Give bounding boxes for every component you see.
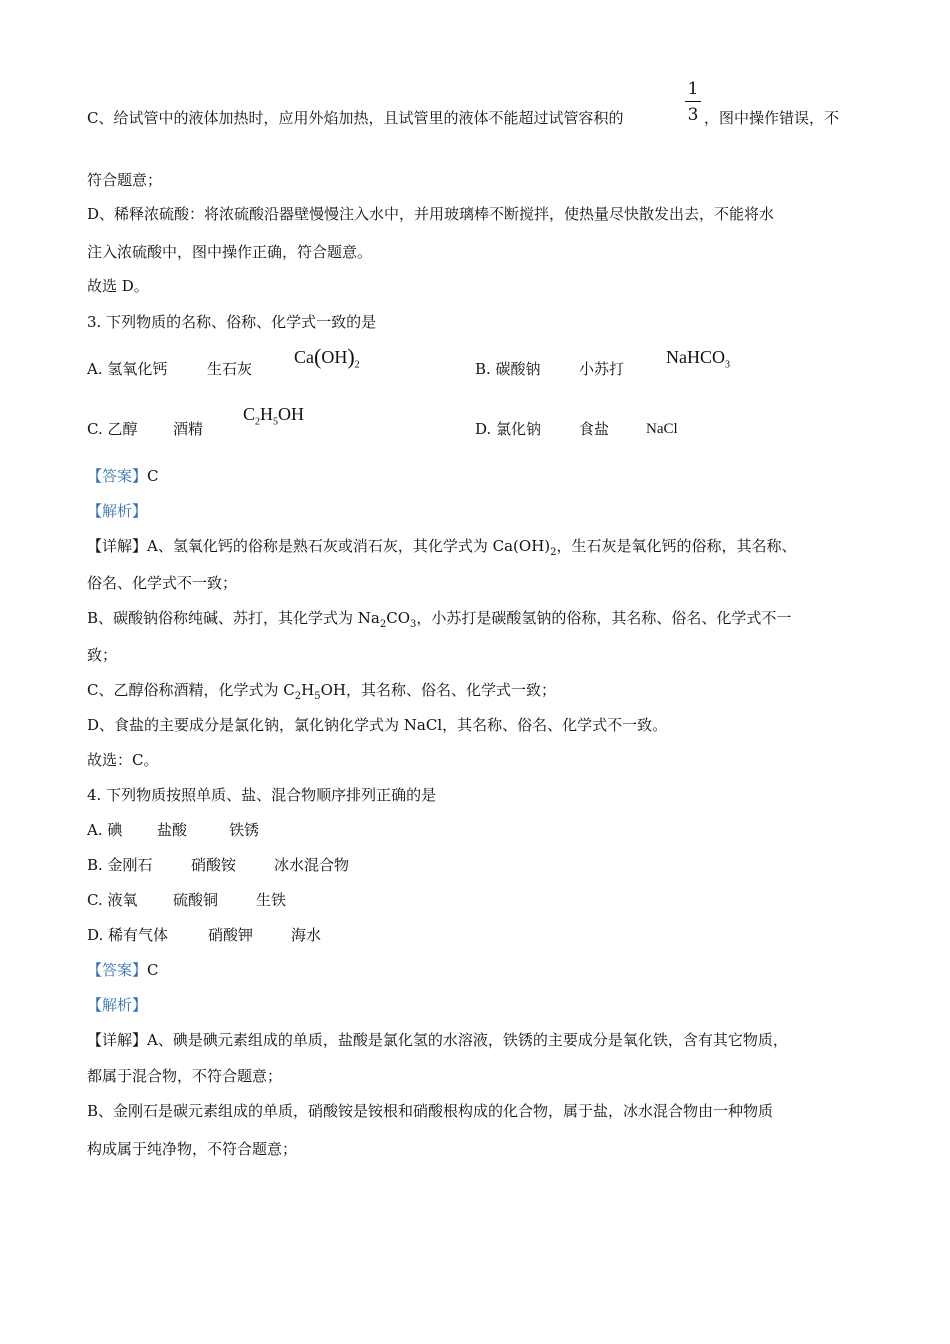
answer-value: C (147, 467, 159, 485)
q4-detail-b-line1: B、金刚石是碳元素组成的单质，硝酸铵是铵根和硝酸根构成的化合物，属于盐，冰水混合物由一种物质 (87, 1102, 774, 1120)
q4-analysis-tag: 【解析】 (87, 996, 148, 1014)
text-span: ，小苏打是碳酸氢钠的俗称，其名称、俗名、化学式不一 (416, 609, 792, 627)
option-item: 盐酸 (157, 821, 188, 839)
text-span: A、氢氧化钙的俗称是熟石灰或消石灰，其化学式为 Ca(OH) (147, 537, 551, 555)
detail-tag: 【详解】 (87, 1031, 148, 1049)
formula-part: H (260, 404, 274, 424)
q3-detail-b-line1 (87, 608, 791, 635)
option-item: 生铁 (256, 891, 287, 909)
option-label: A. 碘 (87, 821, 123, 839)
q3-stem: 3. 下列物质的名称、俗称、化学式一致的是 (87, 313, 377, 331)
q4-detail-a-line2: 都属于混合物，不符合题意； (87, 1067, 283, 1085)
q3-option-a-label: A. 氢氧化钙 (87, 360, 168, 378)
q4-option-c (87, 890, 286, 910)
q3-option-c-formula (243, 404, 304, 428)
option-item: 铁锈 (229, 821, 260, 839)
text-span: B、碳酸钠俗称纯碱、苏打，其化学式为 Na (87, 609, 380, 627)
choose-statement: 故选 D。 (87, 277, 149, 295)
option-d-explanation-line2: 注入浓硫酸中，图中操作正确，符合题意。 (87, 243, 373, 261)
q3-detail-b-line2: 致； (87, 646, 118, 664)
formula-subscript: 2 (550, 547, 557, 558)
q3-detail-a-line2: 俗名、化学式不一致； (87, 574, 238, 592)
q4-detail-b-line2: 构成属于纯净物，不符合题意； (87, 1140, 298, 1158)
text-span: C、乙醇俗称酒精，化学式为 C (87, 681, 295, 699)
q4-option-b (87, 855, 349, 875)
fraction-bar (685, 101, 701, 102)
option-item: 硝酸铵 (191, 856, 237, 874)
formula-part: C (243, 404, 256, 424)
formula-paren: ( (314, 344, 322, 369)
option-c-explanation-line2: 符合题意； (87, 171, 163, 189)
q3-option-d-label: D. 氯化钠 (475, 420, 542, 438)
text-span: A、碘是碘元素组成的单质，盐酸是氯化氢的水溶液，铁锈的主要成分是氧化铁，含有其它物质， (147, 1031, 788, 1049)
text-span: OH，其名称、俗名、化学式一致； (320, 681, 556, 699)
answer-tag: 【答案】 (87, 467, 148, 485)
q3-answer (87, 466, 159, 486)
option-item: 冰水混合物 (274, 856, 350, 874)
fraction-denominator: 3 (687, 105, 699, 125)
q3-option-b-common-name: 小苏打 (579, 360, 625, 378)
q3-option-a-formula (294, 343, 360, 371)
option-label: D. 稀有气体 (87, 926, 169, 944)
formula-part: Ca (294, 347, 314, 367)
option-item: 硝酸钾 (208, 926, 254, 944)
detail-tag: 【详解】 (87, 537, 148, 555)
q3-option-b-label: B. 碳酸钠 (475, 360, 541, 378)
option-label: B. 金刚石 (87, 856, 153, 874)
text-span: ，生石灰是氧化钙的俗称，其名称、 (556, 537, 797, 555)
q3-analysis-tag: 【解析】 (87, 502, 148, 520)
formula-subscript: 2 (354, 359, 360, 371)
text-span: H (301, 681, 315, 699)
q3-choose: 故选：C。 (87, 751, 159, 769)
formula-subscript: 2 (379, 619, 387, 630)
q4-stem: 4. 下列物质按照单质、盐、混合物顺序排列正确的是 (87, 786, 437, 804)
q3-detail-a-line1 (87, 536, 797, 563)
option-c-explanation-line1 (87, 108, 623, 128)
option-item: 海水 (291, 926, 322, 944)
text-span: C、给试管中的液体加热时，应用外焰加热，且试管里的液体不能超过试管容积的 (87, 109, 624, 127)
formula-part: OH (321, 347, 348, 367)
option-item: 硫酸铜 (173, 891, 219, 909)
q3-option-a-common-name: 生石灰 (207, 360, 253, 378)
q3-option-d-formula: NaCl (646, 421, 678, 437)
fraction-numerator: 1 (687, 79, 699, 99)
q3-option-b-formula (666, 347, 730, 371)
q3-detail-d: D、食盐的主要成分是氯化钠，氯化钠化学式为 NaCl，其名称、俗名、化学式不一致。 (87, 716, 668, 734)
q4-detail-a-line1 (87, 1030, 788, 1050)
q3-detail-c (87, 680, 556, 707)
formula-paren: ) (347, 344, 355, 369)
q3-option-c-label: C. 乙醇 (87, 420, 138, 438)
answer-value: C (147, 961, 159, 979)
formula-subscript: 3 (725, 359, 730, 371)
formula-subscript: 5 (314, 691, 321, 702)
q3-option-c-common-name: 酒精 (173, 420, 204, 438)
option-d-explanation-line1: D、稀释浓硫酸：将浓硫酸沿器壁慢慢注入水中，并用玻璃棒不断搅拌，使热量尽快散发出去，不能将水 (87, 205, 775, 223)
answer-tag: 【答案】 (87, 961, 148, 979)
option-label: C. 液氧 (87, 891, 138, 909)
q4-option-d (87, 925, 321, 945)
formula-part: OH (278, 404, 305, 424)
option-c-explanation-line1-end: ，图中操作错误，不 (704, 109, 840, 127)
formula-subscript: 5 (273, 416, 279, 428)
formula-subscript: 2 (255, 416, 261, 428)
text-span: CO (386, 609, 411, 627)
formula-part: NaHCO (666, 347, 725, 367)
q3-option-d-common-name: 食盐 (579, 420, 610, 438)
q4-answer (87, 960, 159, 980)
q4-option-a (87, 820, 259, 840)
formula-subscript: 3 (410, 619, 417, 630)
formula-subscript: 2 (294, 691, 302, 702)
